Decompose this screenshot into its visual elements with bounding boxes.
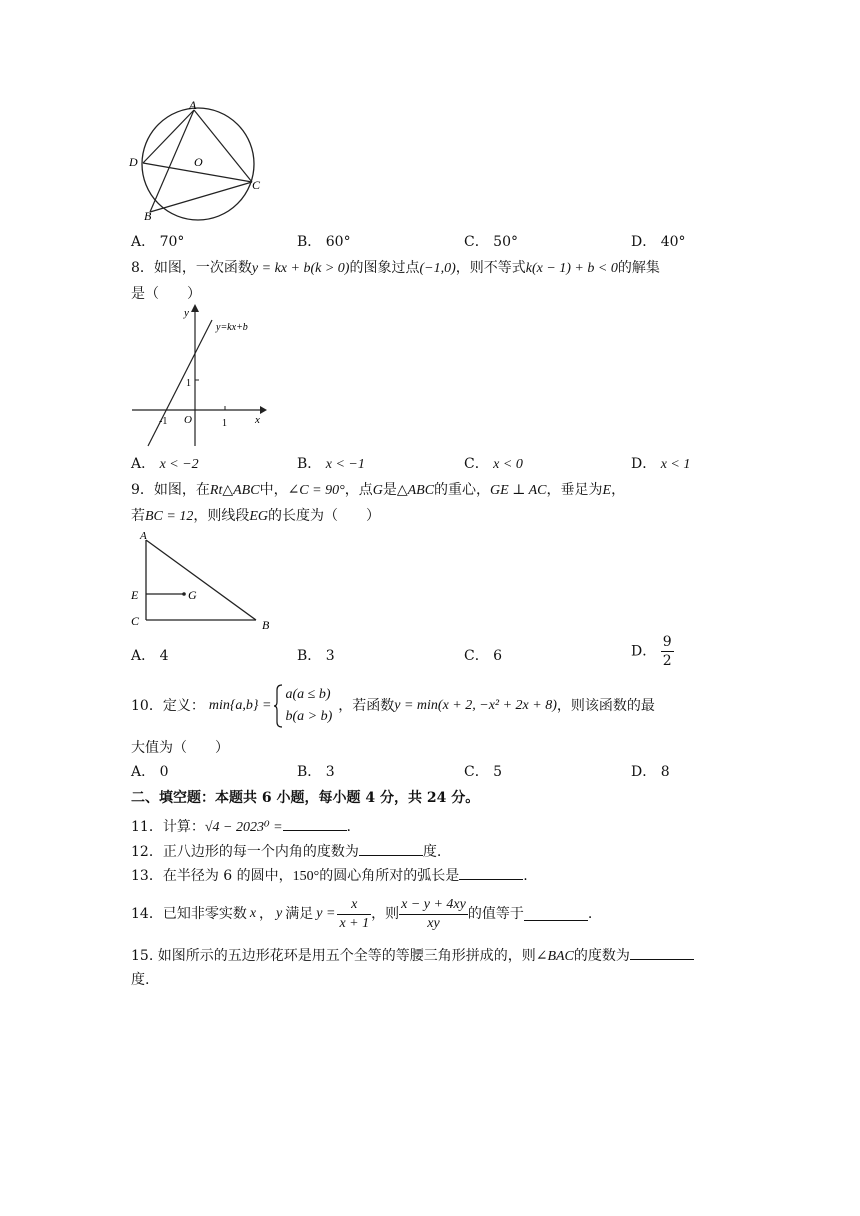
q8-option-c[interactable]: C． x < 0 [464, 456, 523, 472]
q9-triangle-figure [128, 528, 278, 632]
q10-stem-line1: 10．定义： min{a,b} = a(a ≤ b) b(a > b) ，若函数 y = min(x + 2, −x² + 2x + 8) ，则该函数的最 [131, 684, 655, 728]
q7-label-a: A [189, 100, 197, 112]
q7-label-c: C [252, 178, 261, 192]
q10-case1: a(a ≤ b) [285, 687, 331, 702]
q10-option-d[interactable]: D． 8 [631, 764, 670, 780]
q11-answer-blank[interactable] [283, 817, 347, 831]
q8-option-b[interactable]: B． x < −1 [297, 456, 365, 472]
q15-stem-line2: 度. [131, 972, 150, 988]
q9-option-a[interactable]: A． 4 [131, 648, 169, 664]
q14-answer-blank[interactable] [524, 907, 588, 921]
q15-stem-line1: 15. 如图所示的五边形花环是用五个全等的等腰三角形拼成的，则∠BAC的度数为 [131, 946, 694, 967]
q9-option-d-fraction: $\frac{9}{2}$ [662, 634, 672, 669]
q7-option-a[interactable]: A． 70° [131, 234, 185, 250]
q9-option-c[interactable]: C． 6 [464, 648, 503, 664]
q13-answer-blank[interactable] [459, 866, 523, 880]
q9-label-a: A [140, 530, 147, 542]
q13-stem: 13．在半径为 6 的圆中，150°的圆心角所对的弧长是 . [131, 868, 528, 884]
q8-label-one-y: 1 [186, 378, 191, 389]
q12-stem: 12．正八边形的每一个内角的度数为 度. [131, 844, 442, 860]
q10-option-a[interactable]: A． 0 [131, 764, 169, 780]
q10-option-b[interactable]: B． 3 [297, 764, 335, 780]
q8-label-o: O [184, 414, 192, 426]
section-2-heading: 二、填空题：本题共 6 小题，每小题 4 分，共 24 分。 [131, 790, 480, 806]
q14-stem: 14．已知非零实数 x ， y 满足 y = $\frac{x}{x + 1}$ ，则 $\frac{x - y + 4xy}{xy}$ 的值等于 . [131, 896, 593, 931]
q9-stem-line2: 若BC = 12，则线段EG的长度为（ ） [131, 508, 381, 524]
q8-option-d[interactable]: D． x < 1 [631, 456, 691, 472]
q10-brace-icon [273, 684, 283, 728]
q10-case2: b(a > b) [285, 709, 333, 724]
q7-label-b: B [144, 209, 152, 223]
q8-label-y: y [184, 307, 189, 319]
q8-stem-line1: 8．如图，一次函数y = kx + b(k > 0)的图象过点(−1,0)，则不等式k(x − 1) + b < 0的解集 [131, 260, 660, 276]
q8-graph-figure [128, 302, 268, 450]
q7-circle-figure [128, 100, 268, 225]
q8-label-curve: y=kx+b [216, 322, 248, 333]
q8-label-neg1: -1 [159, 416, 168, 427]
q9-option-b[interactable]: B． 3 [297, 648, 335, 664]
q8-label-one-x: 1 [222, 418, 227, 429]
q14-fraction-2: $\frac{x - y + 4xy}{xy}$ [401, 896, 466, 931]
q7-label-d: D [129, 155, 138, 169]
q8-option-a[interactable]: A． x < −2 [131, 456, 199, 472]
q9-label-c: C [131, 614, 140, 628]
q9-stem-line1: 9．如图，在Rt△ABC中，∠C = 90°，点G是△ABC的重心，GE ⊥ AC，垂足为E， [131, 482, 626, 498]
q7-option-b[interactable]: B． 60° [297, 234, 351, 250]
q9-label-e: E [131, 588, 139, 602]
q9-label-b: B [262, 618, 270, 632]
q11-stem: 11．计算：√4 − 2023⁰ = . [131, 819, 351, 835]
q10-stem-line2: 大值为（ ） [131, 740, 229, 756]
q15-answer-blank[interactable] [630, 946, 694, 960]
q8-stem-line2: 是（ ） [131, 286, 201, 302]
q14-fraction-1: $\frac{x}{x + 1}$ [339, 896, 370, 931]
q12-answer-blank[interactable] [359, 842, 423, 856]
q9-label-g: G [188, 588, 197, 602]
q8-label-x: x [255, 414, 260, 426]
q10-option-c[interactable]: C． 5 [464, 764, 503, 780]
q7-option-c[interactable]: C． 50° [464, 234, 518, 250]
q9-option-d[interactable]: D． $\frac{9}{2}$ [631, 634, 672, 669]
q7-option-d[interactable]: D． 40° [631, 234, 686, 250]
q7-label-o: O [194, 155, 203, 169]
